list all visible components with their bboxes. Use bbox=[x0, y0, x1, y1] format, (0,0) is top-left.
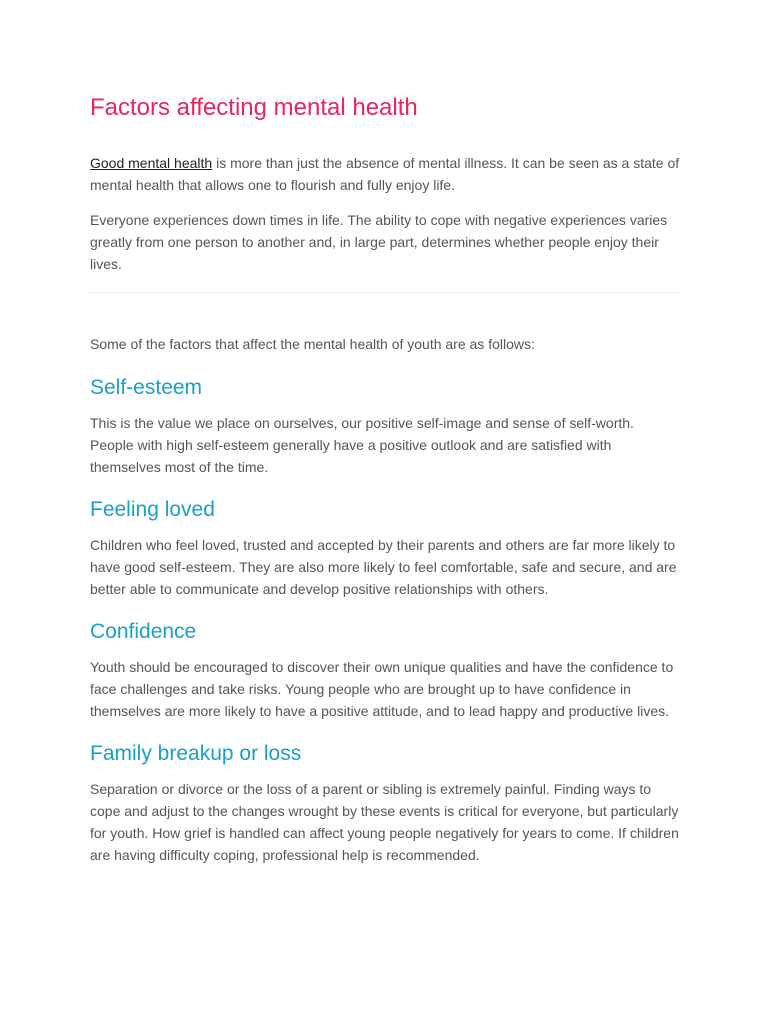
section-body: Separation or divorce or the loss of a parent or sibling is extremely painful. Finding ways to cope and adjust to the changes wrought by these events is critical for everyone, but particularly for youth. How grief is handled can affect young people negatively for years to come. If children are having difficulty coping, professional help is recommended. bbox=[90, 781, 679, 863]
intro-paragraph-1 bbox=[90, 152, 680, 196]
section-body: This is the value we place on ourselves, our positive self-image and sense of self-worth. People with high self-esteem generally have a positive outlook and are satisfied with themselves most of the time. bbox=[90, 415, 634, 475]
intro-paragraph-1-text: is more than just the absence of mental illness. It can be seen as a state of mental health that allows one to flourish and fully enjoy life. bbox=[90, 155, 680, 193]
page-title: Factors affecting mental health bbox=[90, 94, 418, 121]
section-heading: Self-esteem bbox=[90, 376, 203, 399]
section-heading: Confidence bbox=[90, 620, 197, 643]
section-confidence bbox=[90, 617, 680, 722]
good-mental-health-link[interactable]: Good mental health bbox=[90, 155, 213, 171]
article bbox=[90, 92, 680, 883]
factors-lead-text: Some of the factors that affect the mental health of youth are as follows: bbox=[90, 336, 535, 352]
intro-paragraph-2: Everyone experiences down times in life. The ability to cope with negative experiences varies greatly from one person to another and, in large part, determines whether people enjoy their lives. bbox=[90, 212, 668, 272]
section-heading: Family breakup or loss bbox=[90, 742, 302, 765]
section-feeling-loved bbox=[90, 495, 680, 600]
section-body: Children who feel loved, trusted and accepted by their parents and others are far more likely to have good self-esteem. They are also more likely to feel comfortable, safe and secure, and are better able to communicate and develop positive relationships with others. bbox=[90, 537, 677, 597]
section-self-esteem bbox=[90, 373, 680, 478]
section-family-breakup bbox=[90, 739, 680, 866]
divider bbox=[90, 292, 680, 293]
section-heading: Feeling loved bbox=[90, 498, 215, 521]
section-body: Youth should be encouraged to discover their own unique qualities and have the confidence to face challenges and take risks. Young people who are brought up to have confidence in themselves are more likely to have a positive attitude, and to lead happy and productive lives. bbox=[90, 659, 674, 719]
